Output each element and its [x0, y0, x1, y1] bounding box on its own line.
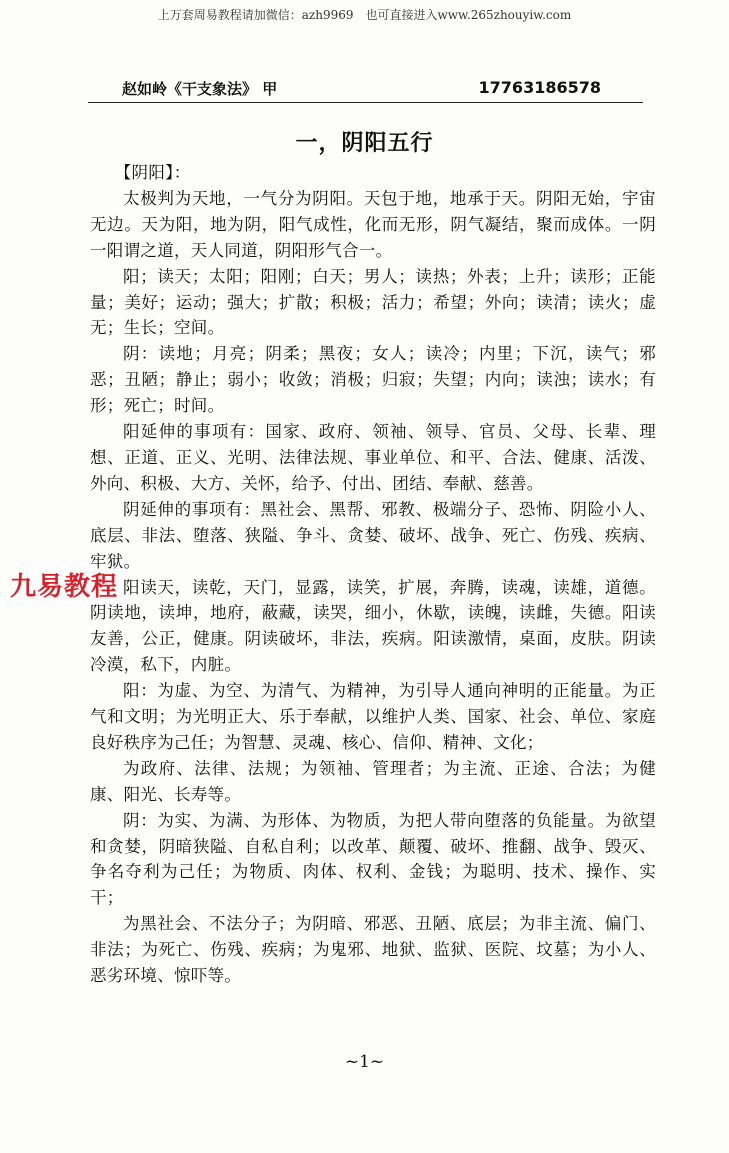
- section-label: 【阴阳】：: [114, 163, 191, 182]
- paragraph: 阳：为虚、为空、为清气、为精神，为引导人通向神明的正能量。为正气和文明；为光明正大、乐于奉献，以维护人类、国家、社会、单位、家庭良好秩序为己任；为智慧、灵魂、核心、信仰、精神、文化；: [90, 681, 656, 752]
- paragraph: 阴：读地；月亮；阴柔；黑夜；女人；读冷；内里；下沉，读气；邪恶；丑陋；静止；弱小；收敛；消极；归寂；失望；内向；读浊；读水；有形；死亡；时间。: [90, 344, 656, 416]
- paragraph: 为黑社会、不法分子；为阴暗、邪恶、丑陋、底层；为非主流、偏门、非法；为死亡、伤残、疾病；为鬼邪、地狱、监狱、医院、坟墓；为小人、恶劣环境、惊吓等。: [90, 914, 656, 986]
- paragraph: 阴：为实、为满、为形体、为物质，为把人带向堕落的负能量。为欲望和贪婪，阴暗狭隘、自私自利；以改革、颠覆、破坏、推翻、战争、毁灭、争名夺利为己任；为物质、肉体、权利、金钱；为聪明、技术、操作、实干；: [90, 810, 656, 908]
- header-phone: 17763186578: [478, 78, 601, 97]
- side-watermark: 九易教程: [10, 572, 119, 602]
- paragraph: 太极判为天地，一气分为阴阳。天包于地，地承于天。阴阳无始，宇宙无边。天为阳，地为阴，阳气成性，化而无形，阴气凝结，聚而成体。一阴一阳谓之道，天人同道，阴阳形气合一。: [90, 188, 656, 260]
- body-text: [90, 160, 656, 989]
- paragraph: 阴延伸的事项有：黑社会、黑帮、邪教、极端分子、恐怖、阴险小人、底层、非法、堕落、狭隘、争斗、贪婪、破坏、战争、死亡、伤残、疾病、牢狱。: [90, 499, 656, 571]
- header-author-book: 赵如岭《干支象法》 甲: [122, 80, 278, 98]
- paragraph: 为政府、法律、法规；为领袖、管理者；为主流、正途、合法；为健康、阳光、长寿等。: [90, 758, 656, 804]
- paragraph: 阳延伸的事项有：国家、政府、领袖、领导、官员、父母、长辈、理想、正道、正义、光明、法律法规、事业单位、和平、合法、健康、活泼、外向、积极、大方、关怀，给予、付出、团结、奉献、慈善。: [90, 422, 656, 493]
- paragraph: 阳；读天；太阳；阳刚；白天；男人；读热；外表；上升；读形；正能量；美好；运动；强大；扩散；积极；活力；希望；外向；读清；读火；虚无；生长；空间。: [90, 266, 656, 338]
- chapter-title: 一，阴阳五行: [295, 131, 434, 156]
- page-header: [88, 78, 643, 103]
- top-watermark-text: 上万套周易教程请加微信：azh9969 也可直接进入www.265zhouyiw.com: [157, 8, 572, 22]
- paragraph: 阳读天，读乾，天门，显露，读笑，扩展，奔腾，读魂，读雄，道德。阴读地，读坤，地府，蔽藏，读哭，细小，休歇，读魄，读雌，失德。阳读友善，公正，健康。阴读破坏，非法，疾病。阳读激情，桌面，皮肤。阴读冷漠，私下，内脏。: [90, 577, 656, 675]
- page-number: ~1~: [344, 1052, 385, 1072]
